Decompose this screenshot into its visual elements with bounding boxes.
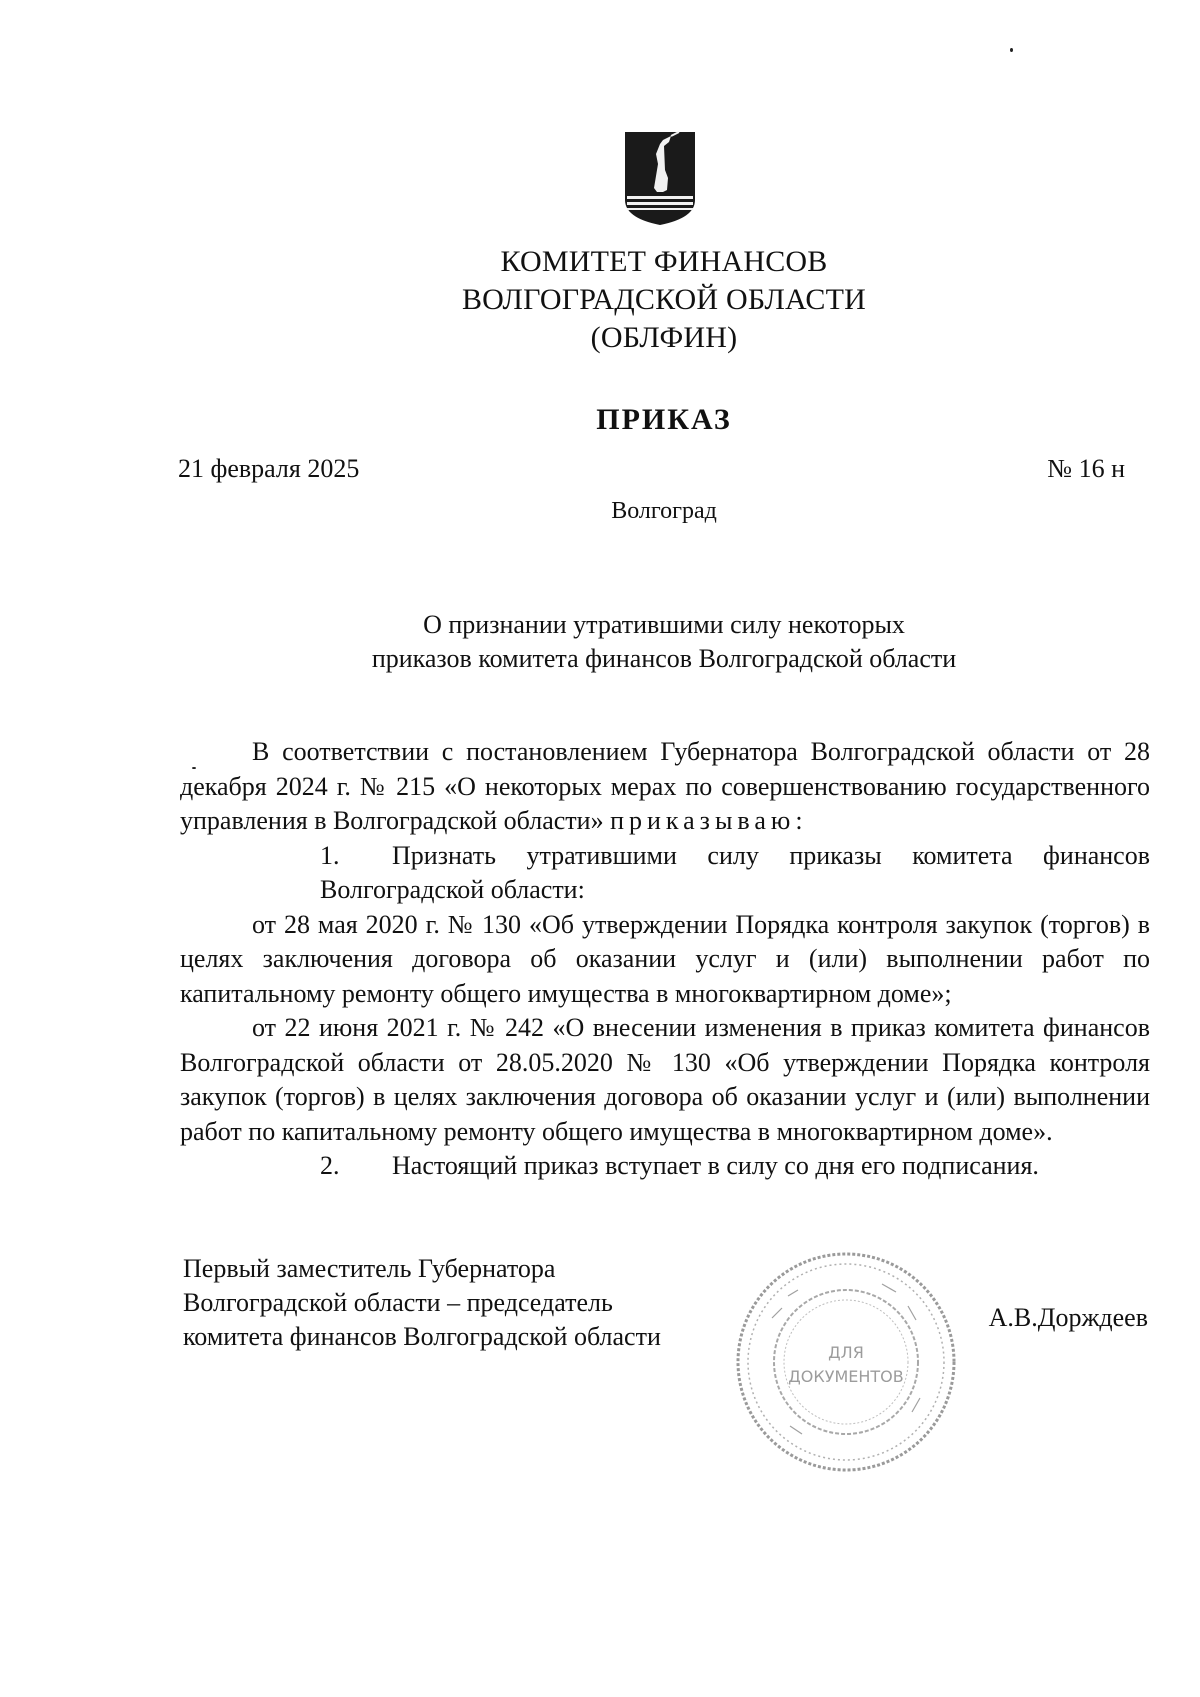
document-date: 21 февраля 2025 <box>178 454 360 483</box>
official-seal-stamp <box>732 1248 960 1476</box>
scan-speck <box>1010 48 1013 52</box>
item-1-sub-1: от 28 мая 2020 г. № 130 «Об утверждении Порядка контроля закупок (торгов) в целях заключения договора об оказании услуг и (или) выполнении работ по капитальному ремонту общего имущества в многоквартирном доме»; <box>180 909 1150 1008</box>
item-1-text: Признать утратившими силу приказы комитета финансов Волгоградской области: <box>320 840 1150 904</box>
signature-position-line-2: Волгоградской области – председатель <box>183 1288 613 1317</box>
organization-line-2: ВОЛГОГРАДСКОЙ ОБЛАСТИ <box>461 283 867 316</box>
item-2-number: 2. <box>320 1151 340 1180</box>
document-subject <box>0 608 1200 676</box>
signature-position <box>183 1252 661 1354</box>
stamp-center-line-2: ДОКУМЕНТОВ <box>788 1367 904 1386</box>
item-1-number: 1. <box>320 840 340 870</box>
stamp-center-line-1: ДЛЯ <box>828 1343 864 1362</box>
preamble-action: приказываю: <box>610 806 808 835</box>
subject-line-2: приказов комитета финансов Волгоградской области <box>371 644 957 673</box>
organization-line-3: (ОБЛФИН) <box>590 321 738 354</box>
signer-name: А.В.Дорждеев <box>988 1303 1148 1332</box>
organization-line-1: КОМИТЕТ ФИНАНСОВ <box>500 245 828 278</box>
document-body <box>180 735 1150 1184</box>
subject-line-1: О признании утратившими силу некоторых <box>423 610 905 639</box>
item-2-paragraph <box>180 1149 1150 1184</box>
document-number: № 16 н <box>1047 454 1125 483</box>
preamble-paragraph <box>180 735 1150 839</box>
item-1-sub-2: от 22 июня 2021 г. № 242 «О внесении изменения в приказ комитета финансов Волгоградской области от 28.05.2020 № 130 «Об утверждении Порядка контроля закупок (торгов) в целях заключения договора об оказании услуг и (или) выполнении работ по капитальному ремонту общего имущества в многоквартирном доме». <box>180 1013 1150 1146</box>
document-city: Волгоград <box>611 498 717 524</box>
document-type: ПРИКАЗ <box>596 403 732 436</box>
signature-position-line-1: Первый заместитель Губернатора <box>183 1254 556 1283</box>
coat-of-arms-emblem-icon <box>623 130 697 226</box>
item-1-paragraph <box>180 839 1150 908</box>
scan-speck <box>192 767 196 769</box>
preamble-text: В соответствии с постановлением Губернатора Волгоградской области от 28 декабря 2024 г. № 215 «О некоторых мерах по совершенствованию государственного управления в Волгоградской области» <box>180 737 1150 835</box>
item-2-text: Настоящий приказ вступает в силу со дня его подписания. <box>392 1151 1039 1180</box>
signature-position-line-3: комитета финансов Волгоградской области <box>183 1322 661 1351</box>
organization-header <box>0 243 1200 357</box>
